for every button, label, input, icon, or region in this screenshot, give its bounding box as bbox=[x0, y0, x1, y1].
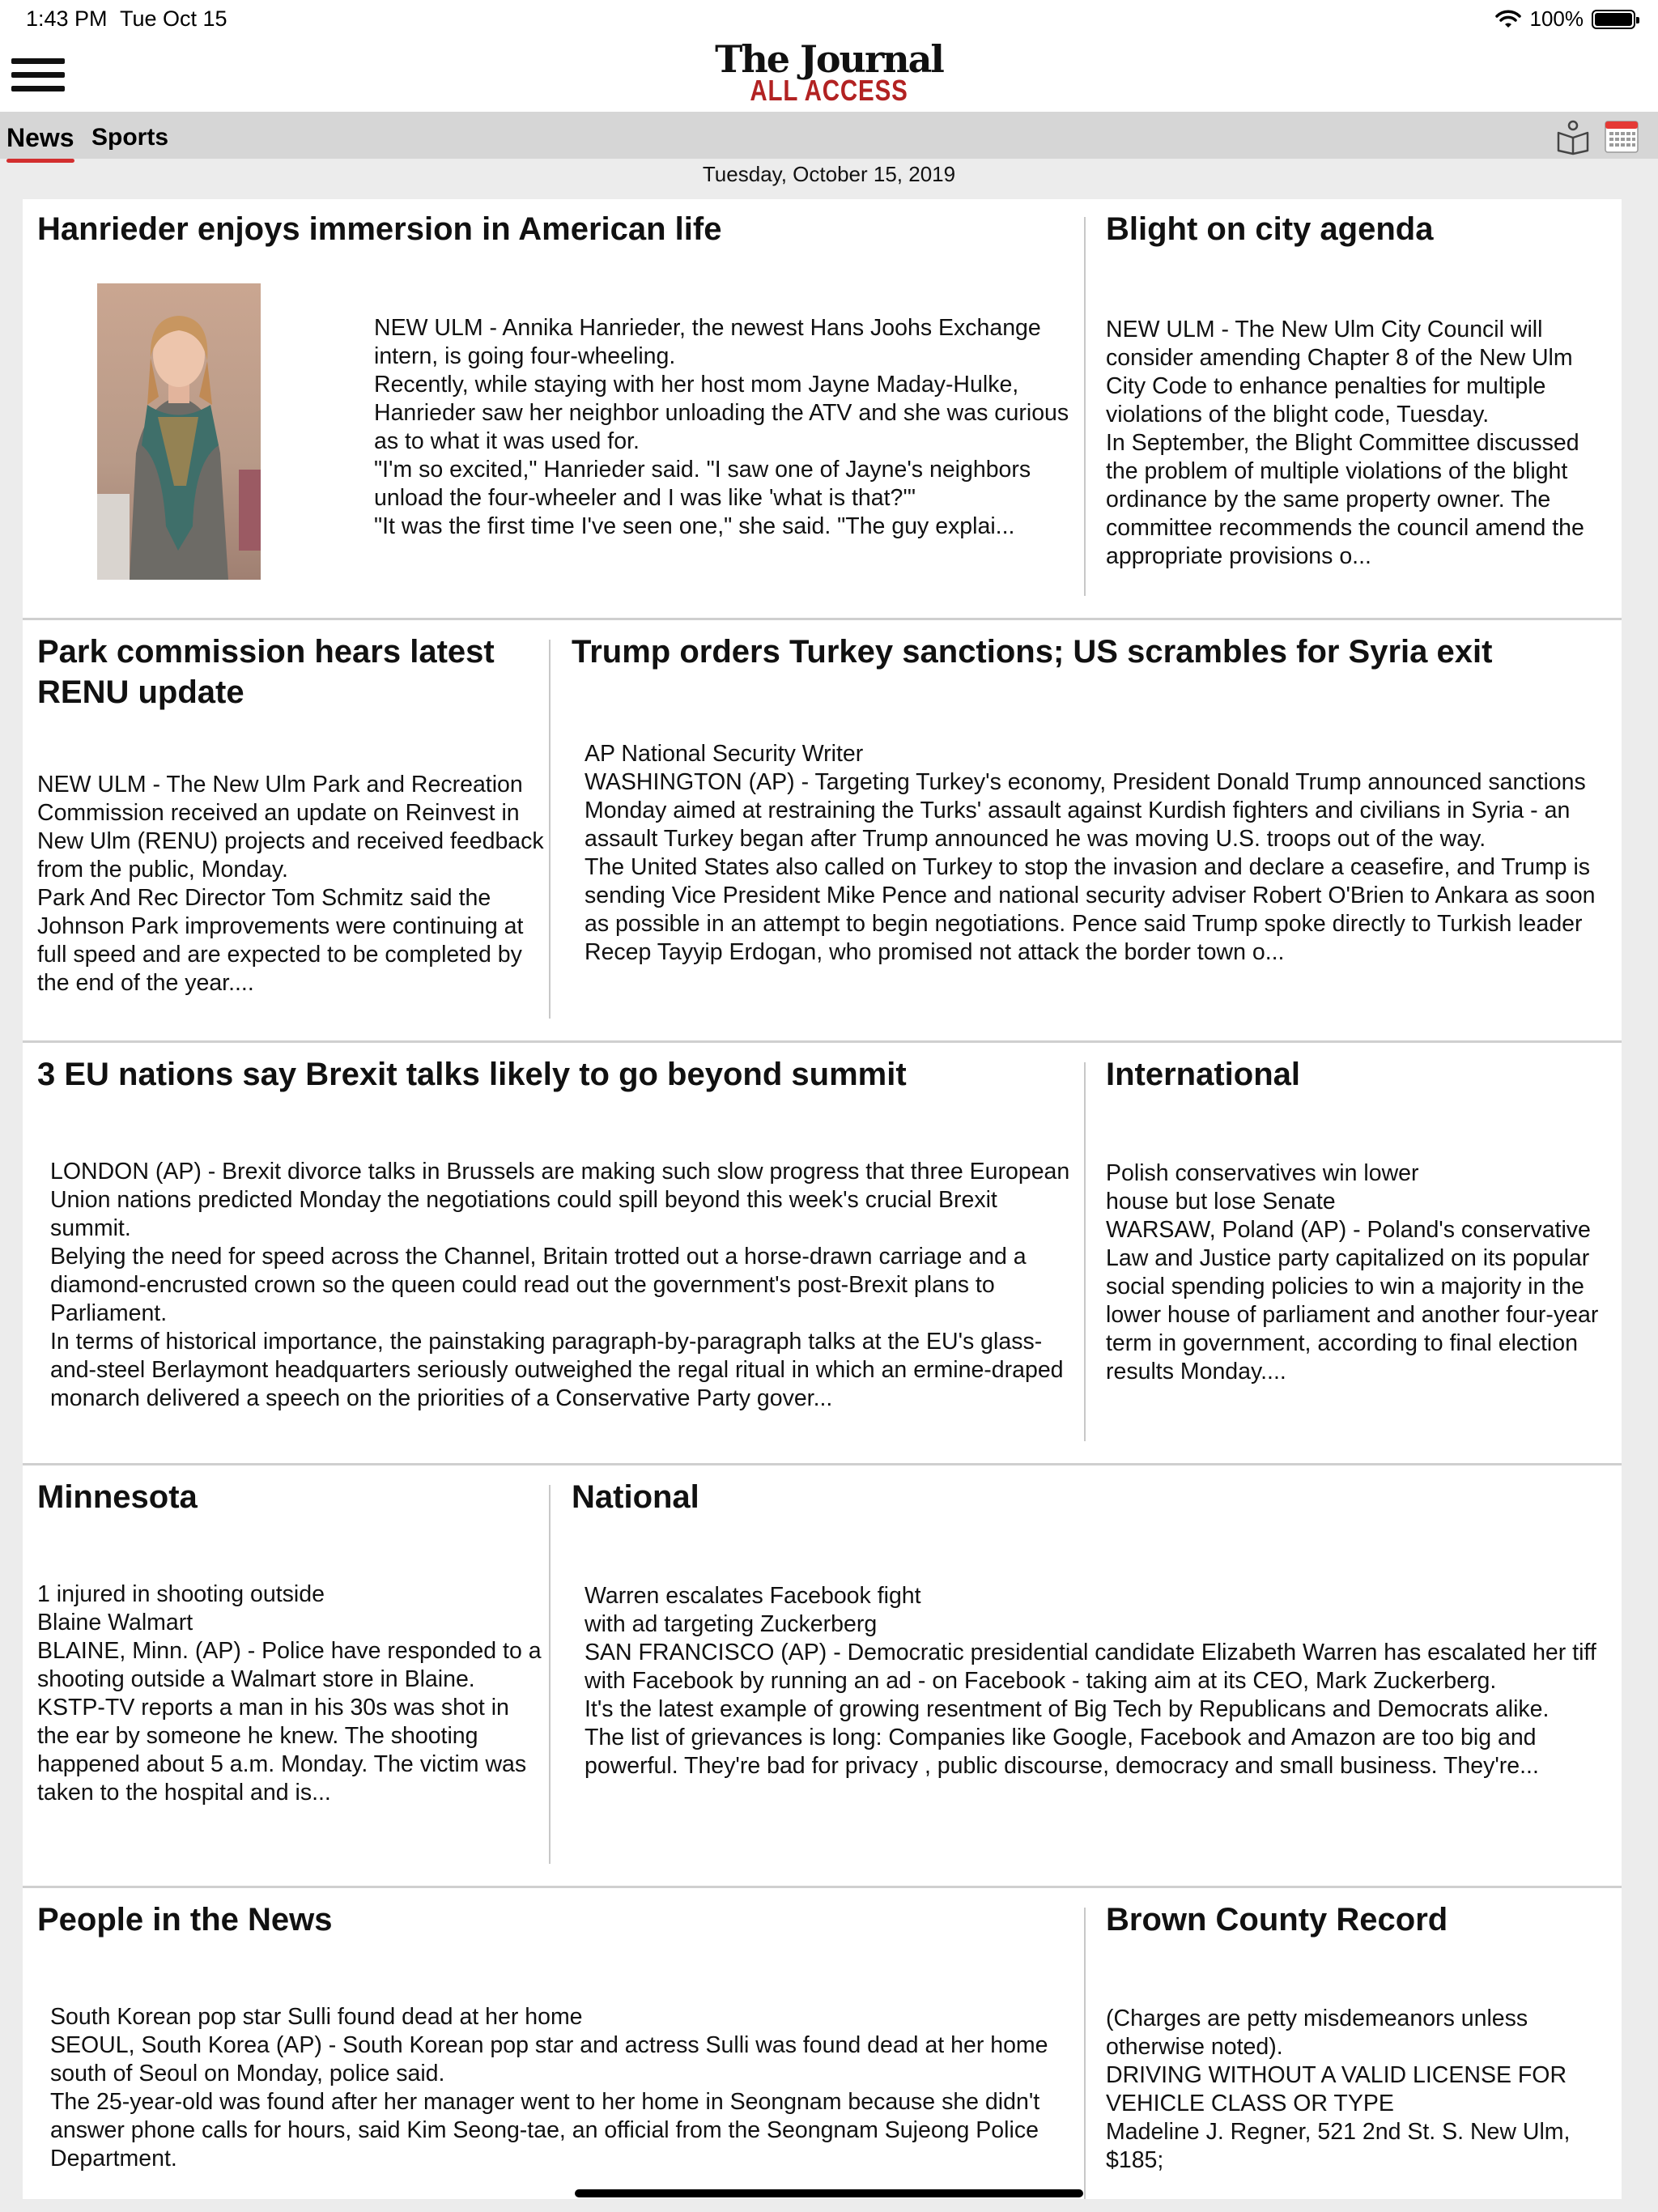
article-title: Brown County Record bbox=[1106, 1902, 1448, 1938]
article-paragraph: It's the latest example of growing resentment of Big Tech by Republicans and Democrats alike. bbox=[585, 1696, 1550, 1722]
article-title: Park commission hears latest RENU update bbox=[37, 634, 495, 710]
article-card[interactable] bbox=[1091, 199, 1622, 620]
battery-fill bbox=[1595, 13, 1632, 26]
app-header bbox=[0, 37, 1658, 112]
article-paragraph: "It was the first time I've seen one," she said. "The guy explai... bbox=[374, 513, 1015, 539]
edition-date: Tuesday, October 15, 2019 bbox=[702, 162, 956, 186]
article-paragraph: 1 injured in shooting outside bbox=[37, 1581, 325, 1607]
article-row bbox=[23, 1044, 1622, 1465]
article-paragraph: NEW ULM - Annika Hanrieder, the newest Hans Joohs Exchange intern, is going four-wheeling. bbox=[374, 315, 1041, 369]
status-right bbox=[1494, 6, 1636, 32]
tab-news-label: News bbox=[6, 123, 74, 152]
article-paragraph: WASHINGTON (AP) - Targeting Turkey's economy, President Donald Trump announced sanctions Monday aimed at restraining the Turks' assault against Kurdish fighters and civilians in Syria - an assault Turkey began after Trump announced he was moving U.S. troops out of the way. bbox=[585, 769, 1586, 852]
article-summary bbox=[50, 1158, 1078, 1417]
article-card[interactable] bbox=[1091, 1044, 1622, 1465]
article-paragraph: Madeline J. Regner, 521 2nd St. S. New Ulm, $185; bbox=[1106, 2119, 1571, 2173]
article-paragraph: "I'm so excited," Hanrieder said. "I saw one of Jayne's neighbors unload the four-wheeler and I was like 'what is that?'" bbox=[374, 457, 1031, 511]
article-summary bbox=[585, 740, 1605, 999]
article-paragraph: (Charges are petty misdemeanors unless otherwise noted). bbox=[1106, 2006, 1528, 2060]
article-paragraph: KSTP-TV reports a man in his 30s was shot in the ear by someone he knew. The shooting happened about 5 a.m. Monday. The victim was taken to the hospital and is... bbox=[37, 1695, 527, 1806]
article-card[interactable] bbox=[23, 622, 549, 1043]
article-summary bbox=[1106, 1159, 1616, 1419]
column-divider bbox=[1084, 1062, 1086, 1441]
column-divider bbox=[1084, 217, 1086, 596]
article-paragraph: The 25-year-old was found after her manager went to her home in Seongnam because she didn't answer phone calls for hours, said Kim Seong-tae, an official from the Seongnam Sujeong Police Department. bbox=[50, 2089, 1040, 2172]
article-row bbox=[23, 622, 1622, 1043]
article-row bbox=[23, 1467, 1622, 1888]
article-summary bbox=[374, 314, 1070, 541]
article-paragraph: with ad targeting Zuckerberg bbox=[585, 1611, 878, 1637]
article-paragraph: Belying the need for speed across the Channel, Britain trotted out a horse-drawn carriage and a diamond-encrusted crown so the queen could read out the government's post-Brexit plans to Parliament. bbox=[50, 1244, 1027, 1326]
article-card[interactable] bbox=[557, 1467, 1622, 1888]
battery-percent: 100% bbox=[1529, 6, 1584, 31]
section-tabs bbox=[0, 112, 1658, 159]
column-divider bbox=[1084, 1908, 1086, 2199]
article-grid bbox=[23, 199, 1622, 2199]
article-paragraph: Park And Rec Director Tom Schmitz said the Johnson Park improvements were continuing at full speed and are expected to be completed by the end of the year.... bbox=[37, 885, 524, 996]
article-paragraph: In terms of historical importance, the painstaking paragraph-by-paragraph talks at the EU's glass-and-steel Berlaymont headquarters seriously outweighed the regal ritual in which an ermine-draped monarch delivered a speech on the priorities of a Conservative Party gover... bbox=[50, 1329, 1064, 1411]
article-paragraph: AP National Security Writer bbox=[585, 741, 864, 767]
article-title: 3 EU nations say Brexit talks likely to go beyond summit bbox=[37, 1057, 907, 1092]
article-paragraph: BLAINE, Minn. (AP) - Police have responded to a shooting outside a Walmart store in Blaine. bbox=[37, 1638, 542, 1692]
row-divider bbox=[23, 1463, 1622, 1465]
logo-title: The Journal bbox=[715, 37, 943, 81]
article-summary bbox=[1106, 316, 1612, 575]
article-paragraph: Polish conservatives win lower bbox=[1106, 1160, 1419, 1186]
article-summary bbox=[1106, 2005, 1616, 2199]
article-summary bbox=[585, 1582, 1605, 1841]
article-paragraph: DRIVING WITHOUT A VALID LICENSE FOR VEHICLE CLASS OR TYPE bbox=[1106, 2062, 1567, 2116]
article-paragraph: NEW ULM - The New Ulm Park and Recreation Commission received an update on Reinvest in New Ulm (RENU) projects and received feedback from the public, Monday. bbox=[37, 772, 544, 883]
article-title: International bbox=[1106, 1057, 1301, 1092]
article-paragraph: SEOUL, South Korea (AP) - South Korean pop star and actress Sulli was found dead at her home south of Seoul on Monday, police said. bbox=[50, 2032, 1048, 2087]
article-paragraph: NEW ULM - The New Ulm City Council will consider amending Chapter 8 of the New Ulm City Code to enhance penalties for multiple violations of the blight code, Tuesday. bbox=[1106, 317, 1573, 428]
article-card[interactable] bbox=[23, 199, 1083, 620]
article-title: Minnesota bbox=[37, 1479, 198, 1515]
status-bar bbox=[0, 0, 1658, 40]
article-paragraph: Recently, while staying with her host mom Jayne Maday-Hulke, Hanrieder saw her neighbor unloading the ATV and she was curious as to what it was used for. bbox=[374, 372, 1069, 454]
article-title: Trump orders Turkey sanctions; US scrambles for Syria exit bbox=[572, 634, 1493, 670]
battery-icon bbox=[1592, 10, 1635, 29]
article-paragraph: house but lose Senate bbox=[1106, 1189, 1336, 1214]
article-photo bbox=[97, 283, 261, 580]
article-row bbox=[23, 1890, 1622, 2199]
tab-sports[interactable] bbox=[91, 124, 168, 151]
article-card[interactable] bbox=[23, 1044, 1083, 1465]
article-paragraph: WARSAW, Poland (AP) - Poland's conservative Law and Justice party capitalized on its popular social spending policies to win a majority in the lower house of parliament and another four-year term in government, according to final election results Monday.... bbox=[1106, 1217, 1599, 1385]
column-divider bbox=[549, 640, 551, 1019]
tab-sports-label: Sports bbox=[91, 124, 169, 151]
article-paragraph: SAN FRANCISCO (AP) - Democratic presidential candidate Elizabeth Warren has escalated her tiff with Facebook by running an ad - on Facebook - taking aim at its CEO, Mark Zuckerberg. bbox=[585, 1640, 1596, 1694]
article-title: People in the News bbox=[37, 1902, 333, 1938]
status-time: 1:43 PM bbox=[26, 6, 108, 31]
article-summary bbox=[50, 2003, 1078, 2199]
logo-subtitle: ALL ACCESS bbox=[750, 74, 908, 107]
row-divider bbox=[23, 618, 1622, 620]
article-paragraph: In September, the Blight Committee discussed the problem of multiple violations of the blight ordinance by the same property owner. The committee recommends the council amend the appropriate provisions o... bbox=[1106, 430, 1584, 569]
reader-icon[interactable] bbox=[1554, 118, 1592, 155]
row-divider bbox=[23, 1886, 1622, 1888]
article-card[interactable] bbox=[23, 1467, 549, 1888]
article-title: Blight on city agenda bbox=[1106, 211, 1434, 247]
article-paragraph: The United States also called on Turkey to stop the invasion and declare a ceasefire, and Trump is sending Vice President Mike Pence and national security adviser Robert O'Brien to Ankara as soon as possible in an attempt to begin negotiations. Pence said Trump spoke directly to Turkish leader Recep Tayyip Erdogan, who promised not attack the border town o... bbox=[585, 854, 1596, 965]
article-title: Hanrieder enjoys immersion in American life bbox=[37, 211, 722, 247]
article-summary bbox=[37, 1580, 547, 1840]
article-paragraph: Blaine Walmart bbox=[37, 1610, 193, 1636]
home-indicator[interactable] bbox=[575, 2189, 1083, 2197]
column-divider bbox=[549, 1485, 551, 1864]
wifi-icon bbox=[1494, 10, 1522, 29]
calendar-icon[interactable] bbox=[1603, 118, 1640, 155]
article-card[interactable] bbox=[23, 1890, 1083, 2199]
status-date: Tue Oct 15 bbox=[120, 6, 227, 31]
battery-cap bbox=[1636, 17, 1639, 23]
article-title: National bbox=[572, 1479, 699, 1515]
article-row bbox=[23, 199, 1622, 620]
person-photo-icon bbox=[97, 283, 261, 580]
tab-news[interactable] bbox=[6, 123, 74, 153]
article-paragraph: South Korean pop star Sulli found dead at her home bbox=[50, 2004, 583, 2030]
article-card[interactable] bbox=[557, 622, 1622, 1043]
article-card[interactable] bbox=[1091, 1890, 1622, 2199]
row-divider bbox=[23, 1040, 1622, 1043]
article-paragraph: The list of grievances is long: Companies like Google, Facebook and Amazon are too big and powerful. They're bad for privacy , public discourse, democracy and small business. They're... bbox=[585, 1725, 1539, 1779]
article-paragraph: Warren escalates Facebook fight bbox=[585, 1583, 921, 1609]
article-paragraph: LONDON (AP) - Brexit divorce talks in Brussels are making such slow progress that three European Union nations predicted Monday the negotiations could spill beyond this week's crucial Brexit summit. bbox=[50, 1159, 1070, 1241]
masthead-logo bbox=[0, 37, 1658, 107]
article-summary bbox=[37, 771, 547, 1001]
